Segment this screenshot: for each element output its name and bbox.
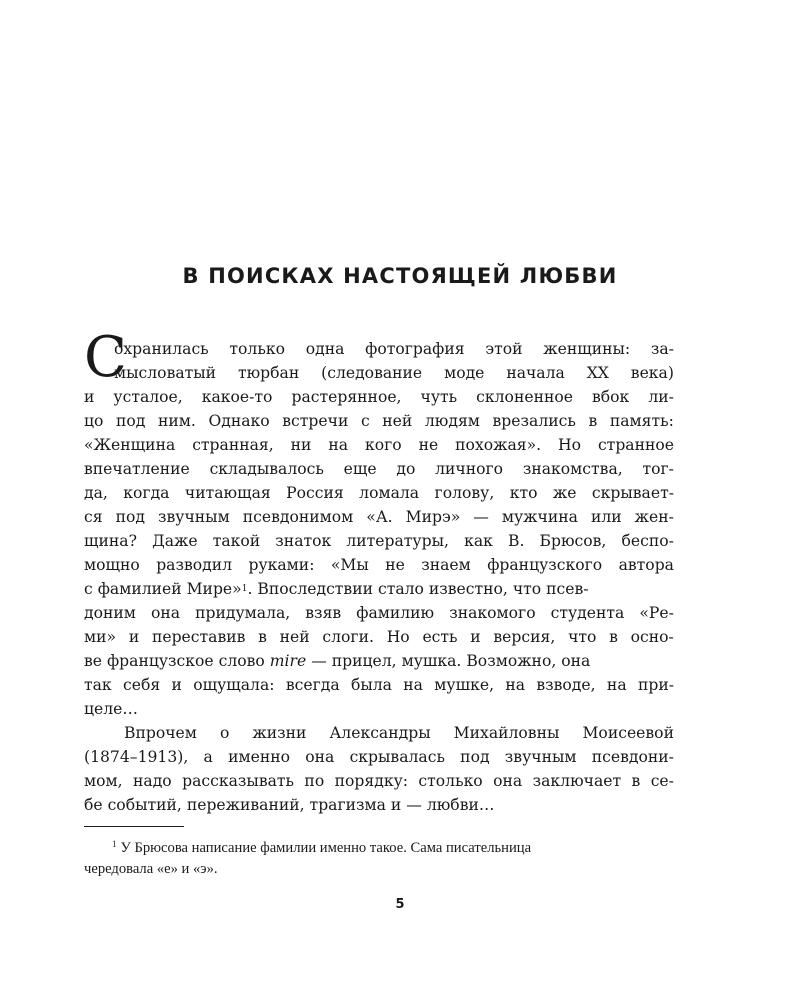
text-line: ве французское слово mire — прицел, мушка. Возможно, она	[84, 649, 674, 673]
drop-cap: С	[84, 325, 127, 390]
text-line: ся под звучным псевдонимом «А. Мирэ» — мужчина или жен-	[84, 508, 674, 526]
text-line: охранилась только одна фотография этой женщины: за-	[114, 340, 674, 358]
text-line: мом, надо рассказывать по порядку: столько она заключает в се-	[84, 772, 674, 790]
text-line: мощно разводил руками: «Мы не знаем французского автора	[84, 556, 674, 574]
text-line: мысловатый тюрбан (следование моде начала XX века)	[114, 364, 674, 382]
text-line: и усталое, какое-то растерянное, чуть склоненное вбок ли-	[84, 388, 674, 406]
text-line: впечатление складывалось еще до личного знакомства, тог-	[84, 460, 674, 478]
footnote-line: чередовала «е» и «э».	[84, 861, 218, 877]
paragraph-1	[84, 337, 674, 721]
text-line: с фамилией Мире» 1 . Впоследствии стало известно, что псев-	[84, 577, 674, 601]
text-line: бе событий, переживаний, трагизма и — любви…	[84, 796, 495, 814]
page-number: 5	[395, 897, 405, 912]
text-line: (1874–1913), а именно она скрывалась под звучным псевдони-	[84, 748, 674, 766]
footnote-mark: 1	[112, 839, 117, 849]
text-line: Впрочем о жизни Александры Михайловны Моисеевой	[124, 724, 674, 742]
chapter-title: В ПОИСКАХ НАСТОЯЩЕЙ ЛЮБВИ	[182, 264, 618, 288]
text-line: доним она придумала, взяв фамилию знакомого студента «Ре-	[84, 604, 674, 622]
footnote	[84, 834, 674, 880]
paragraph-2	[84, 721, 674, 817]
text-line: да, когда читающая Россия ломала голову, кто же скрывает-	[84, 484, 674, 502]
text-line: цо под ним. Однако встречи с ней людям врезались в память:	[84, 412, 674, 430]
footnote-divider	[84, 826, 184, 827]
text-line: щина? Даже такой знаток литературы, как В. Брюсов, беспо-	[84, 532, 674, 550]
text-line: «Женщина странная, ни на кого не похожая». Но странное	[84, 436, 674, 454]
footnote-line: $^1$ У Брюсова написание фамилии именно такое. Сама писательница	[112, 839, 532, 856]
italic-word: mire	[269, 652, 307, 670]
text-line: ми» и переставив в ней слоги. Но есть и версия, что в осно-	[84, 628, 674, 646]
chapter-text	[84, 337, 674, 817]
text-line: целе…	[84, 700, 138, 718]
footnote-ref: 1	[241, 584, 248, 594]
text-line: так себя и ощущала: всегда была на мушке, на взводе, на при-	[84, 676, 674, 694]
